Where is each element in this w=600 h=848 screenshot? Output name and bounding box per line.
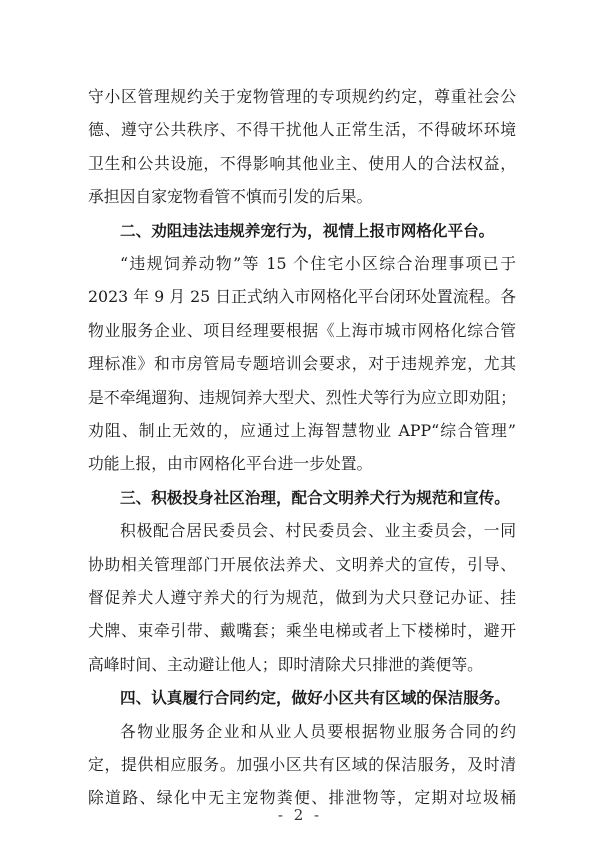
body-line: 理标准》和市房管局专题培训会要求，对于违规养宠，尤其 (88, 354, 516, 374)
body-line: “违规饲养动物”等 15 个住宅小区综合治理事项已于 (120, 254, 516, 273)
body-line: 高峰时间、主动避让他人；即时清除犬只排泄的粪便等。 (88, 654, 483, 674)
body-line: 协助相关管理部门开展依法养犬、文明养犬的宣传，引导、 (88, 554, 516, 574)
body-line: 德、遵守公共秩序、不得干扰他人正常生活，不得破坏环境 (88, 120, 516, 140)
body-line: 积极配合居民委员会、村民委员会、业主委员会，一同 (120, 521, 516, 541)
body-line: 定，提供相应服务。加强小区共有区域的保洁服务，及时清 (88, 755, 516, 774)
section-heading-3: 三、积极投身社区治理，配合文明养犬行为规范和宣传。 (120, 488, 510, 507)
body-line: 2023 年 9 月 25 日正式纳入市网格化平台闭环处置流程。各 (88, 287, 516, 307)
body-line: 各物业服务企业和从业人员要根据物业服务合同的约 (120, 721, 516, 741)
body-line: 功能上报，由市网格化平台进一步处置。 (88, 454, 373, 474)
section-heading-4: 四、认真履行合同约定，做好小区共有区域的保洁服务。 (120, 689, 510, 708)
body-line: 卫生和公共设施，不得影响其他业主、使用人的合法权益， (88, 153, 516, 173)
page-number: - 2 - (277, 806, 323, 824)
body-line: 犬牌、束牵引带、戴嘴套；乘坐电梯或者上下楼梯时，避开 (88, 621, 516, 641)
body-line: 督促养犬人遵守养犬的行为规范，做到为犬只登记办证、挂 (88, 588, 516, 607)
section-heading-2: 二、劝阻违法违规养宠行为，视情上报市网格化平台。 (120, 221, 495, 240)
body-line: 物业服务企业、项目经理要根据《上海市城市网格化综合管 (88, 320, 516, 340)
body-line: 是不牵绳遛狗、违规饲养大型犬、烈性犬等行为应立即劝阻； (88, 387, 516, 407)
body-line: 劝阻、制止无效的，应通过上海智慧物业 APP“综合管理” (88, 421, 516, 440)
body-line: 守小区管理规约关于宠物管理的专项规约约定，尊重社会公 (88, 87, 516, 106)
body-line: 除道路、绿化中无主宠物粪便、排泄物等，定期对垃圾桶 (88, 788, 516, 808)
body-line: 承担因自家宠物看管不慎而引发的后果。 (88, 187, 373, 207)
